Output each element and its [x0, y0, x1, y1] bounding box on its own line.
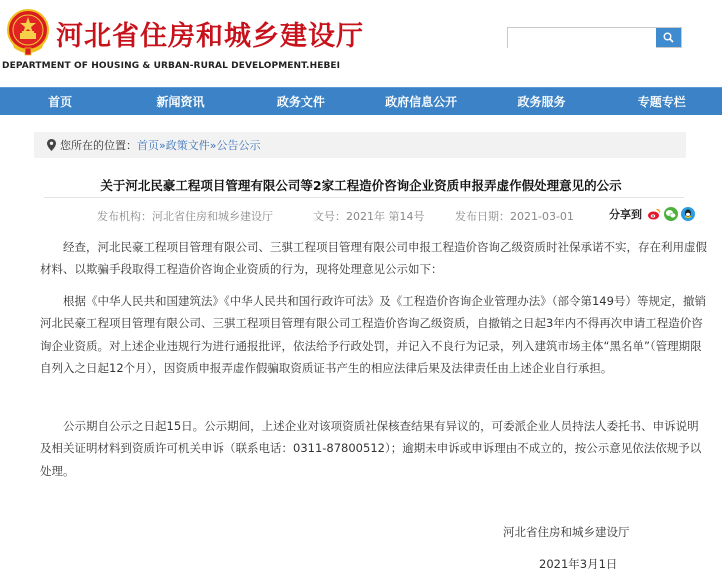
breadcrumb-announcements[interactable]: 公告公示 [216, 139, 261, 152]
article-paragraph-1: 经查，河北民豪工程项目管理有限公司、三骐工程项目管理有限公司申报工程造价咨询乙级资质时社保承诺不实，存在利用虚假材料、以欺骗手段取得工程造价咨询企业资质的行为，现将处理意见公示如下： [40, 240, 707, 277]
search-button[interactable] [656, 28, 681, 47]
national-emblem-icon [6, 8, 50, 56]
article-doc-number: 文号：2021年 第14号 [313, 210, 425, 223]
site-subtitle: DEPARTMENT OF HOUSING & URBAN-RURAL DEVELOPMENT.HEBEI [2, 61, 341, 71]
breadcrumb-separator: » [209, 138, 217, 152]
wechat-icon[interactable] [664, 207, 678, 221]
nav-government-files[interactable]: 政务文件 [276, 95, 325, 109]
title-divider [44, 197, 684, 198]
nav-special-topics[interactable]: 专题专栏 [637, 95, 686, 109]
search-box [507, 27, 682, 48]
breadcrumb-separator: » [159, 138, 166, 152]
nav-services[interactable]: 政务服务 [517, 95, 566, 109]
breadcrumb-home[interactable]: 首页 [137, 139, 159, 152]
qq-icon[interactable] [681, 207, 695, 221]
breadcrumb-policy-files[interactable]: 政策文件 [165, 139, 210, 152]
article-paragraph-3: 公示期自公示之日起15日。公示期间，上述企业对该项资质社保核查结果有异议的，可委派企业人员持法人委托书、申诉说明及相关证明材料到资质许可机关申诉（联系电话：0311-87800512）；逾期未申诉或申诉理由不成立的，按公示意见依法依规予以处理。 [40, 419, 702, 478]
signature-date: 2021年3月1日 [539, 557, 618, 571]
search-icon [663, 32, 674, 43]
share-bar [609, 206, 695, 222]
article-issuer: 发布机构：河北省住房和城乡建设厅 [97, 210, 273, 223]
article-paragraph-2: 根据《中华人民共和国建筑法》《中华人民共和国行政许可法》及《工程造价咨询企业管理办法》（部令第149号）等规定，撤销河北民豪工程项目管理有限公司、三骐工程项目管理有限公司工程造价咨询乙级资质，自撤销之日起3年内不得再次申请工程造价咨询企业资质。对上述企业违规行为进行通报批评，依法给予行政处罚，并记入不良行为记录，列入建筑市场主体“黑名单”（管理期限自列入之日起12个月），因资质申报弄虚作假骗取资质证书产生的相应法律后果及法律责任由上述企业自行承担。 [40, 294, 706, 376]
share-label: 分享到 [609, 208, 642, 221]
site-title: 河北省住房和城乡建设厅 [56, 21, 364, 52]
nav-info-disclosure[interactable]: 政府信息公开 [385, 95, 458, 109]
signature-organization: 河北省住房和城乡建设厅 [503, 525, 630, 539]
weibo-icon[interactable] [647, 207, 661, 221]
breadcrumb [34, 132, 686, 158]
location-pin-icon [47, 139, 56, 151]
nav-home[interactable]: 首页 [48, 95, 73, 109]
article-title: 关于河北民豪工程项目管理有限公司等2家工程造价咨询企业资质申报弄虚作假处理意见的公示 [100, 178, 622, 193]
search-input[interactable] [508, 30, 656, 49]
article-date: 发布日期：2021-03-01 [455, 210, 574, 223]
main-nav [0, 87, 722, 115]
breadcrumb-label: 您所在的位置： [60, 139, 137, 152]
site-header [0, 0, 722, 87]
nav-news[interactable]: 新闻资讯 [156, 95, 205, 109]
